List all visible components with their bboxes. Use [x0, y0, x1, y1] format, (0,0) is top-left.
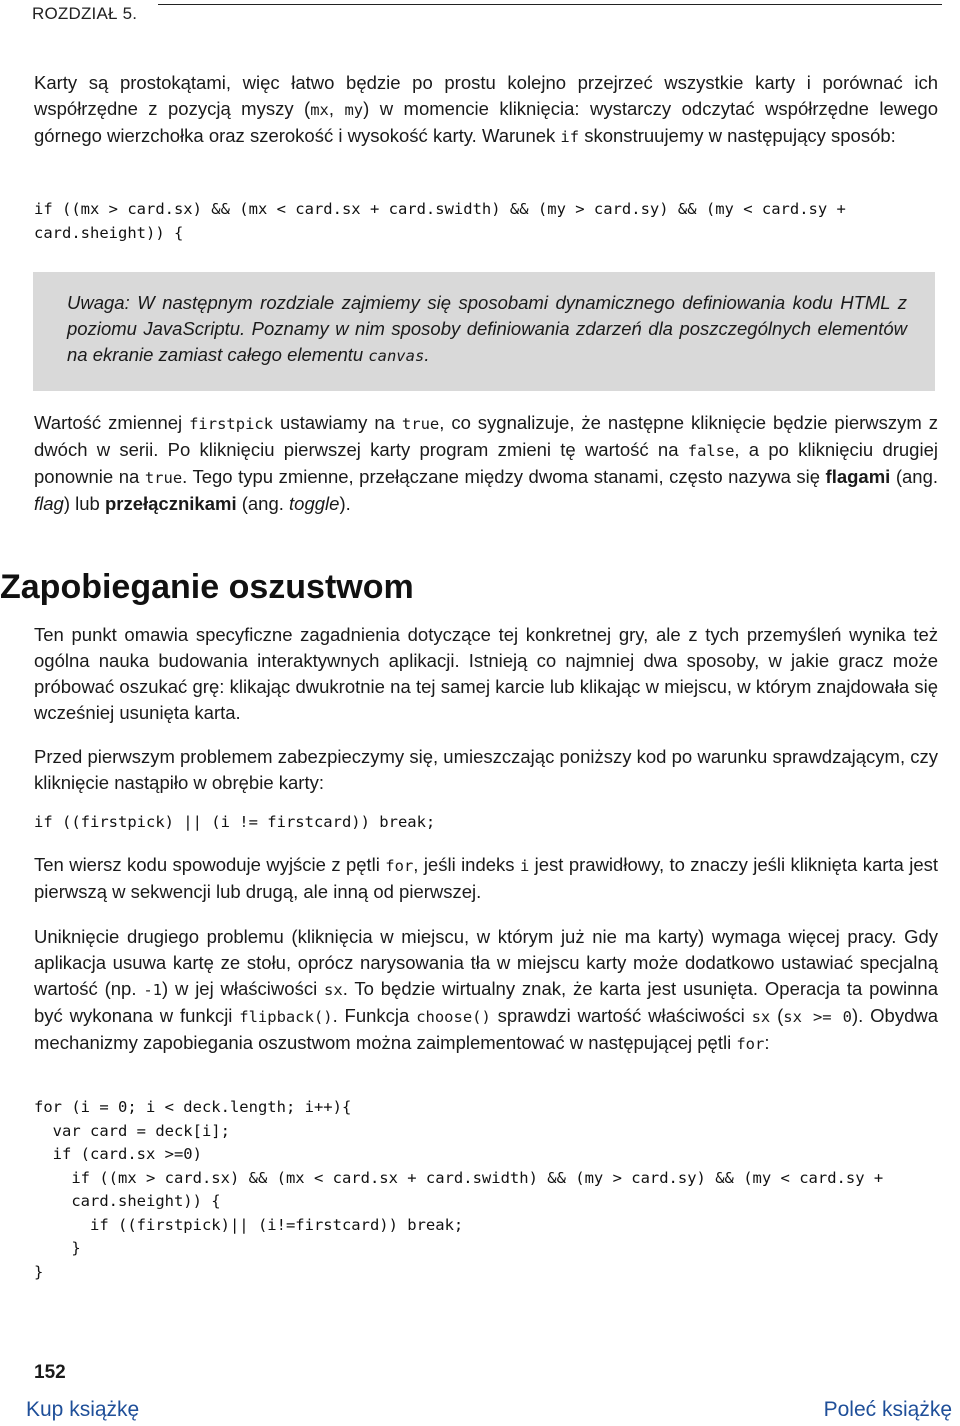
inline-code: true: [144, 469, 183, 487]
text: sprawdzi wartość właściwości: [490, 1005, 752, 1026]
code-block-condition: if ((mx > card.sx) && (mx < card.sx + card.swidth) && (my > card.sy) && (my < card.sy + card.sheight)) {: [34, 200, 846, 242]
code-block-break: if ((firstpick) || (i != firstcard)) break;: [34, 813, 436, 831]
text: ) lub: [63, 493, 105, 514]
page-number: 152: [34, 1362, 66, 1383]
paragraph-second-problem: [34, 924, 938, 1057]
text: (: [770, 1005, 784, 1026]
inline-code: -1: [143, 981, 162, 999]
bold-term: flagami: [825, 466, 891, 487]
recommend-book-link[interactable]: Poleć książkę: [823, 1398, 952, 1421]
text: . To będzie wirtualny znak, że karta jest usunięta. Operacja ta powinna być wykonana w funkcji: [34, 978, 939, 1026]
section-title: Zapobieganie oszustwom: [0, 568, 414, 606]
text: (ang.: [890, 466, 939, 487]
italic-term: flag: [34, 493, 64, 514]
inline-code: sx: [751, 1008, 771, 1026]
text: Wartość zmiennej: [34, 412, 190, 433]
note-box: [33, 272, 935, 391]
text: Ten wiersz kodu spowoduje wyjście z pętli: [34, 854, 386, 875]
note-text: [67, 290, 907, 369]
text: ).: [339, 493, 351, 514]
text: , a po kliknięciu drugiej ponownie na: [34, 439, 938, 487]
inline-code: my: [344, 101, 364, 119]
chapter-header: ROZDZIAŁ 5.: [32, 4, 138, 23]
inline-code: false: [687, 442, 735, 460]
text: :: [764, 1032, 770, 1053]
text: ,: [328, 98, 345, 119]
header-rule: [158, 4, 942, 5]
text: . Tego typu zmienne, przełączane między dwoma stanami, często nazywa się: [182, 466, 826, 487]
inline-code: for: [736, 1035, 765, 1053]
code-block-for-loop: for (i = 0; i < deck.length; i++){ var card = deck[i]; if (card.sx >=0) if ((mx > card.sx) && (mx < card.sx + card.swidth) && (my > card.sy) && (my < card.sy + card.sheight)) { if ((firstpick)|| (i!=firstcard)) break; } }: [34, 1098, 884, 1281]
text: ). Obydwa mechanizmy zapobiegania oszustwom można zaimplementować w następującej pętli: [34, 1005, 939, 1053]
inline-code: i: [519, 857, 530, 875]
text: ustawiamy na: [273, 412, 402, 433]
text: jest prawidłowy, to znaczy jeśli kliknięta karta jest pierwszą w sekwencji lub drugą, ale inną od pierwszej.: [34, 854, 939, 902]
inline-code: true: [401, 415, 440, 433]
text: . Funkcja: [332, 1005, 417, 1026]
paragraph-for-loop-exit: [34, 852, 938, 905]
inline-code: choose(): [416, 1008, 491, 1026]
text: .: [424, 344, 430, 365]
text: (ang.: [236, 493, 290, 514]
paragraph-section-intro: Ten punkt omawia specyficzne zagadnienia dotyczące tej konkretnej gry, ale z tych przemyśleń wynika też ogólna nauka budowania interaktywnych aplikacji. Istnieją co najmniej dwa sposoby, w jakie gracz może próbować oszukać grę: klikając dwukrotnie na tej samej karcie lub klikając w miejscu, w którym znajdowała się wcześniej usunięta karta.: [34, 624, 938, 723]
text: Uniknięcie drugiego problemu (kliknięcia w miejscu, w którym już nie ma karty) wymaga więcej pracy. Gdy aplikacja usuwa kartę ze stołu, oprócz narysowania tła w miejscu karty może dodatkowo ustawiać specjalną wartość (np.: [34, 926, 938, 999]
paragraph-first-problem: Przed pierwszym problemem zabezpieczymy się, umieszczając poniższy kod po warunku sprawdzającym, czy kliknięcie nastąpiło w obrębie karty:: [34, 746, 938, 793]
italic-term: toggle: [289, 493, 340, 514]
inline-code: mx: [310, 101, 329, 119]
buy-book-link[interactable]: Kup książkę: [26, 1398, 140, 1421]
text: , co sygnalizuje, że następne kliknięcie będzie pierwszym z dwóch w serii. Po kliknięciu pierwszej karty program zmieni tę wartość na: [34, 412, 939, 460]
text: skonstruujemy w następujący sposób:: [579, 125, 896, 146]
inline-code: if: [560, 128, 580, 146]
paragraph-firstpick: [34, 410, 938, 517]
text: Karty są prostokątami, więc łatwo będzie po prostu kolejno przejrzeć wszystkie karty i porównać ich współrzędne z pozycją myszy (: [34, 72, 938, 119]
inline-code: flipback(): [239, 1008, 333, 1026]
text: , jeśli indeks: [413, 854, 520, 875]
inline-code: sx >= 0: [783, 1008, 852, 1026]
text: ) w momencie kliknięcia: wystarczy odczytać współrzędne lewego górnego wierzchołka oraz szerokość i wysokość karty. Warunek: [34, 98, 939, 146]
inline-code: for: [385, 857, 414, 875]
text: ) w jej właściwości: [161, 978, 325, 999]
inline-code: canvas: [368, 347, 425, 365]
bold-term: przełącznikami: [104, 493, 237, 514]
paragraph-intro: [34, 70, 938, 150]
text: Uwaga: W następnym rozdziale zajmiemy się sposobami dynamicznego definiowania kodu HTML z poziomu JavaScriptu. Poznamy w nim sposoby definiowania zdarzeń dla poszczególnych elementów na ekranie zamiast całego elementu: [67, 292, 907, 365]
inline-code: firstpick: [189, 415, 274, 433]
inline-code: sx: [324, 981, 343, 999]
